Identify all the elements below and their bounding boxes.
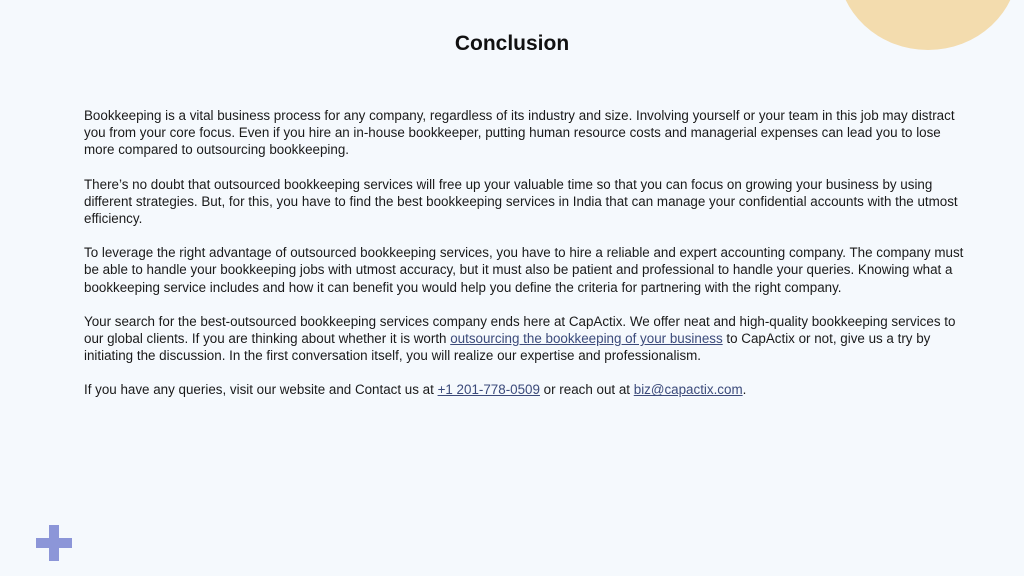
phone-link[interactable]: +1 201-778-0509	[437, 382, 540, 398]
paragraph-5-text-start: If you have any queries, visit our website and Contact us at	[84, 382, 438, 398]
paragraph-2: There’s no doubt that outsourced bookkeeping services will free up your valuable time so that you can focus on growing your business by using different strategies. But, for this, you have to find the best bookkeeping services in India that can manage your confidential accounts with the utmost efficiency.	[84, 176, 958, 227]
paragraph-3: To leverage the right advantage of outsourced bookkeeping services, you have to hire a reliable and expert accounting company. The company must be able to handle your bookkeeping jobs with utmost accuracy, but it must also be patient and professional to handle your queries. Knowing what a bookkeeping service includes and how it can benefit you would help you define the criteria for partnering with the right company.	[84, 245, 964, 295]
paragraph-5	[84, 381, 968, 398]
plus-icon-vertical-bar	[49, 525, 59, 561]
paragraph-4-text-start: Your search for the best-outsourced bookkeeping services company ends here at CapActix. We offer neat and high-quality bookkeeping services to our global clients. If you are thinking about whether it is worth	[84, 313, 956, 347]
body-text	[84, 107, 968, 416]
email-link[interactable]: biz@capactix.com	[633, 382, 743, 398]
paragraph-4-text-end: to CapActix or not, give us a try by initiating the discussion. In the first conversation itself, you will realize our expertise and professionalism.	[84, 331, 931, 364]
plus-icon	[36, 525, 72, 561]
page-title: Conclusion	[454, 32, 570, 55]
paragraph-1: Bookkeeping is a vital business process for any company, regardless of its industry and size. Involving yourself or your team in this job may distract you from your core focus. Even if you hire an in-house bookkeeper, putting human resource costs and managerial expenses can lead you to lose more compared to outsourcing bookkeeping.	[84, 108, 955, 158]
paragraph-5-text-mid: or reach out at	[539, 382, 634, 398]
paragraph-5-text-end: .	[742, 382, 747, 398]
outsourcing-bookkeeping-link[interactable]: outsourcing the bookkeeping of your business	[450, 331, 723, 347]
paragraph-4	[84, 313, 968, 365]
